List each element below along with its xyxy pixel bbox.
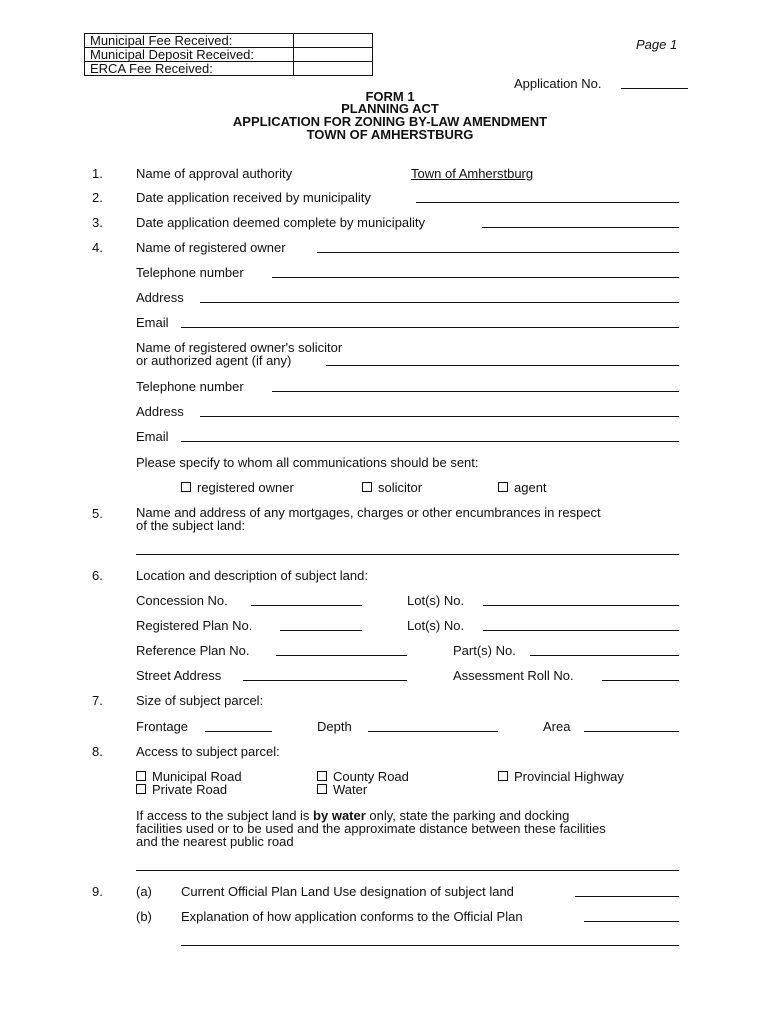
water-access-instructions-line2: facilities used or to be used and the approximate distance between these facilities <box>136 821 606 836</box>
parts-label: Part(s) No. <box>453 643 516 658</box>
area-field[interactable] <box>584 731 679 732</box>
comms-option-label: agent <box>514 480 547 495</box>
access-option-provincial-highway[interactable] <box>498 770 624 783</box>
agent-name-label-line2: or authorized agent (if any) <box>136 353 292 368</box>
encumbrances-field[interactable] <box>136 554 679 555</box>
concession-field[interactable] <box>251 605 362 606</box>
section-number: 4. <box>92 240 103 255</box>
registered-plan-field[interactable] <box>280 630 362 631</box>
frontage-field[interactable] <box>205 731 272 732</box>
fee-value-field[interactable] <box>294 34 373 48</box>
registered-plan-label: Registered Plan No. <box>136 618 253 633</box>
access-option-water[interactable] <box>317 783 367 796</box>
official-plan-conformance-field-line2[interactable] <box>181 945 679 946</box>
section-number: 5. <box>92 506 103 521</box>
checkbox-icon[interactable] <box>181 482 191 492</box>
date-received-field[interactable] <box>416 202 679 203</box>
comms-option-agent[interactable] <box>498 480 547 495</box>
street-address-field[interactable] <box>243 680 407 681</box>
checkbox-icon[interactable] <box>317 771 327 781</box>
parcel-size-label: Size of subject parcel: <box>136 693 264 708</box>
communications-label: Please specify to whom all communications should be sent: <box>136 455 479 470</box>
sub-item-letter: (b) <box>136 909 152 924</box>
access-label: Access to subject parcel: <box>136 744 280 759</box>
date-complete-label: Date application deemed complete by municipality <box>136 215 426 230</box>
fee-label: Municipal Fee Received: <box>85 34 294 48</box>
comms-option-label: solicitor <box>378 480 423 495</box>
owner-email-field[interactable] <box>181 327 679 328</box>
fee-table <box>84 33 373 76</box>
reference-plan-field[interactable] <box>276 655 407 656</box>
section-number: 1. <box>92 166 103 181</box>
fee-value-field[interactable] <box>294 48 373 62</box>
official-plan-conformance-field[interactable] <box>584 921 679 922</box>
fee-row <box>85 62 373 76</box>
lots2-label: Lot(s) No. <box>407 618 465 633</box>
agent-telephone-field[interactable] <box>272 391 679 392</box>
assessment-roll-label: Assessment Roll No. <box>453 668 574 683</box>
agent-name-label-line1: Name of registered owner's solicitor <box>136 340 343 355</box>
water-text-pre: If access to the subject land is <box>136 808 314 823</box>
agent-address-field[interactable] <box>200 416 679 417</box>
section-number: 8. <box>92 744 103 759</box>
encumbrances-label-line2: of the subject land: <box>136 518 246 533</box>
official-plan-conformance-label: Explanation of how application conforms to the Official Plan <box>181 909 523 924</box>
assessment-roll-field[interactable] <box>602 680 679 681</box>
access-option-label: Water <box>333 782 368 797</box>
section-number: 6. <box>92 568 103 583</box>
checkbox-icon[interactable] <box>136 771 146 781</box>
section-number: 2. <box>92 190 103 205</box>
application-no-label: Application No. <box>514 76 602 91</box>
sub-item-letter: (a) <box>136 884 152 899</box>
comms-option-solicitor[interactable] <box>362 480 422 495</box>
checkbox-icon[interactable] <box>498 771 508 781</box>
access-option-label: Provincial Highway <box>514 769 624 784</box>
approval-authority-value: Town of Amherstburg <box>411 166 534 181</box>
water-text-bold: by water <box>313 808 366 823</box>
access-option-label: County Road <box>333 769 409 784</box>
owner-telephone-label: Telephone number <box>136 265 244 280</box>
checkbox-icon[interactable] <box>317 784 327 794</box>
location-label: Location and description of subject land: <box>136 568 368 583</box>
comms-option-label: registered owner <box>197 480 294 495</box>
agent-address-label: Address <box>136 404 184 419</box>
application-no-field[interactable] <box>621 88 688 89</box>
owner-address-label: Address <box>136 290 184 305</box>
date-received-label: Date application received by municipality <box>136 190 371 205</box>
access-option-label: Municipal Road <box>152 769 242 784</box>
official-plan-designation-label: Current Official Plan Land Use designation of subject land <box>181 884 514 899</box>
water-access-field[interactable] <box>136 870 679 871</box>
section-number: 9. <box>92 884 103 899</box>
approval-authority-label: Name of approval authority <box>136 166 293 181</box>
encumbrances-label-line1: Name and address of any mortgages, charges or other encumbrances in respect <box>136 505 601 520</box>
depth-label: Depth <box>317 719 352 734</box>
agent-email-label: Email <box>136 429 169 444</box>
owner-telephone-field[interactable] <box>272 277 679 278</box>
owner-email-label: Email <box>136 315 169 330</box>
water-access-instructions-line3: and the nearest public road <box>136 834 294 849</box>
street-address-label: Street Address <box>136 668 222 683</box>
parts-field[interactable] <box>530 655 679 656</box>
owner-name-field[interactable] <box>317 252 679 253</box>
agent-email-field[interactable] <box>181 441 679 442</box>
fee-label: ERCA Fee Received: <box>85 62 294 76</box>
area-label: Area <box>543 719 571 734</box>
agent-name-field[interactable] <box>326 365 679 366</box>
lots-field[interactable] <box>483 605 679 606</box>
fee-label: Municipal Deposit Received: <box>85 48 294 62</box>
lots2-field[interactable] <box>483 630 679 631</box>
access-option-private-road[interactable] <box>136 783 227 796</box>
fee-row <box>85 48 373 62</box>
frontage-label: Frontage <box>136 719 189 734</box>
application-title: APPLICATION FOR ZONING BY-LAW AMENDMENT <box>232 114 548 129</box>
water-text-post: only, state the parking and docking <box>365 808 570 823</box>
agent-telephone-label: Telephone number <box>136 379 244 394</box>
access-option-label: Private Road <box>152 782 228 797</box>
checkbox-icon[interactable] <box>136 784 146 794</box>
owner-address-field[interactable] <box>200 302 679 303</box>
checkbox-icon[interactable] <box>498 482 508 492</box>
act-title: PLANNING ACT <box>341 101 439 116</box>
comms-option-owner[interactable] <box>181 480 294 495</box>
concession-label: Concession No. <box>136 593 228 608</box>
section-number: 7. <box>92 693 103 708</box>
owner-name-label: Name of registered owner <box>136 240 286 255</box>
date-complete-field[interactable] <box>482 227 679 228</box>
page-number: Page 1 <box>636 37 678 52</box>
fee-row <box>85 34 373 48</box>
checkbox-icon[interactable] <box>362 482 372 492</box>
official-plan-designation-field[interactable] <box>575 896 679 897</box>
reference-plan-label: Reference Plan No. <box>136 643 250 658</box>
section-number: 3. <box>92 215 103 230</box>
form-title: FORM 1 <box>365 89 415 104</box>
depth-field[interactable] <box>368 731 498 732</box>
lots-label: Lot(s) No. <box>407 593 465 608</box>
fee-value-field[interactable] <box>294 62 373 76</box>
town-title: TOWN OF AMHERSTBURG <box>306 127 474 142</box>
